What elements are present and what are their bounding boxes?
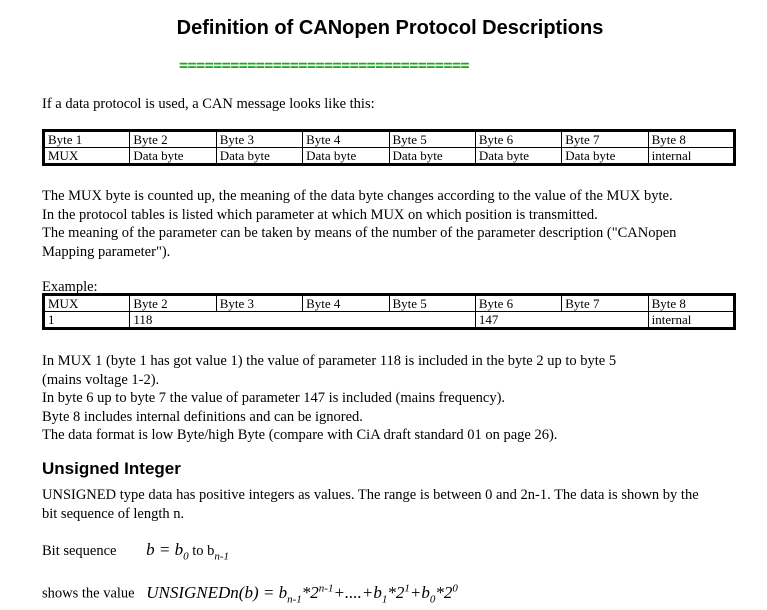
text-line: The meaning of the parameter can be taken by means of the number of the parameter description ("CANopen — [42, 225, 677, 241]
bit-sequence-line — [42, 540, 229, 566]
table-cell: Byte 7 — [562, 131, 648, 148]
unsigned-description — [42, 486, 752, 523]
text-line: Mapping parameter"). — [42, 243, 171, 260]
table-cell: internal — [648, 312, 734, 329]
table-cell: Data byte — [475, 148, 561, 165]
title-underline-rule: ================================== — [179, 56, 470, 74]
can-message-table — [42, 129, 736, 166]
table-header-row — [44, 131, 735, 148]
table-cell: Byte 5 — [389, 131, 475, 148]
table-cell: Data byte — [216, 148, 302, 165]
table-header-row — [44, 295, 735, 312]
table-cell: Byte 6 — [475, 295, 561, 312]
table-cell: internal — [648, 148, 734, 165]
table-cell: Byte 8 — [648, 131, 734, 148]
text-line: bit sequence of length n. — [42, 505, 185, 522]
example-explanation — [42, 352, 752, 445]
table-cell: Byte 2 — [130, 295, 216, 312]
text-line: The MUX byte is counted up, the meaning of the data byte changes according to the value of the MUX byte. — [42, 188, 673, 204]
table-cell: Byte 8 — [648, 295, 734, 312]
text-line: In byte 6 up to byte 7 the value of parameter 147 is included (mains frequency). — [42, 390, 506, 406]
table-cell: Byte 3 — [216, 295, 302, 312]
table-row — [44, 148, 735, 165]
table-cell: Byte 7 — [562, 295, 648, 312]
table-cell: Byte 2 — [130, 131, 216, 148]
text-line: The data format is low Byte/high Byte (compare with CiA draft standard 01 on page 26). — [42, 427, 558, 443]
section-heading: Unsigned Integer — [42, 459, 181, 478]
value-formula-line — [42, 578, 458, 609]
bit-sequence-label: Bit sequence — [42, 543, 117, 559]
table-cell: MUX — [44, 148, 130, 165]
unsigned-formula: UNSIGNEDn(b) = $b_{n-1}*2^{n-1}+....+b_1*2^1+b_0*2^0$ — [146, 582, 458, 606]
page-title: Definition of CANopen Protocol Descriptions — [176, 17, 604, 39]
intro-text: If a data protocol is used, a CAN message looks like this: — [42, 96, 375, 112]
shows-value-label: shows the value — [42, 585, 135, 602]
table-cell: Byte 1 — [44, 131, 130, 148]
table-row — [44, 312, 735, 329]
table-cell: Data byte — [130, 148, 216, 165]
table-cell: Data byte — [303, 148, 389, 165]
text-line: (mains voltage 1-2). — [42, 371, 160, 388]
table-cell: MUX — [44, 295, 130, 312]
table-cell: Data byte — [562, 148, 648, 165]
text-line: In MUX 1 (byte 1 has got value 1) the value of parameter 118 is included in the byte 2 up to byte 5 — [42, 353, 617, 369]
table-cell: 118 — [130, 312, 476, 329]
example-table — [42, 293, 736, 330]
table-cell: 1 — [44, 312, 130, 329]
example-label: Example: — [42, 279, 98, 295]
table-cell: Data byte — [389, 148, 475, 165]
table-cell: Byte 6 — [475, 131, 561, 148]
text-line: Byte 8 includes internal definitions and can be ignored. — [42, 408, 363, 425]
bit-sequence-formula: $b = b_0$ to $b_{n-1}$ — [146, 540, 230, 563]
table-cell: Byte 4 — [303, 295, 389, 312]
table-cell: Byte 3 — [216, 131, 302, 148]
table-cell: Byte 4 — [303, 131, 389, 148]
text-line: UNSIGNED type data has positive integers as values. The range is between 0 and 2n-1. The data is shown by the — [42, 487, 699, 503]
mux-explanation — [42, 187, 752, 261]
text-line: In the protocol tables is listed which parameter at which MUX on which position is transmitted. — [42, 206, 598, 223]
table-cell: Byte 5 — [389, 295, 475, 312]
table-cell: 147 — [475, 312, 648, 329]
